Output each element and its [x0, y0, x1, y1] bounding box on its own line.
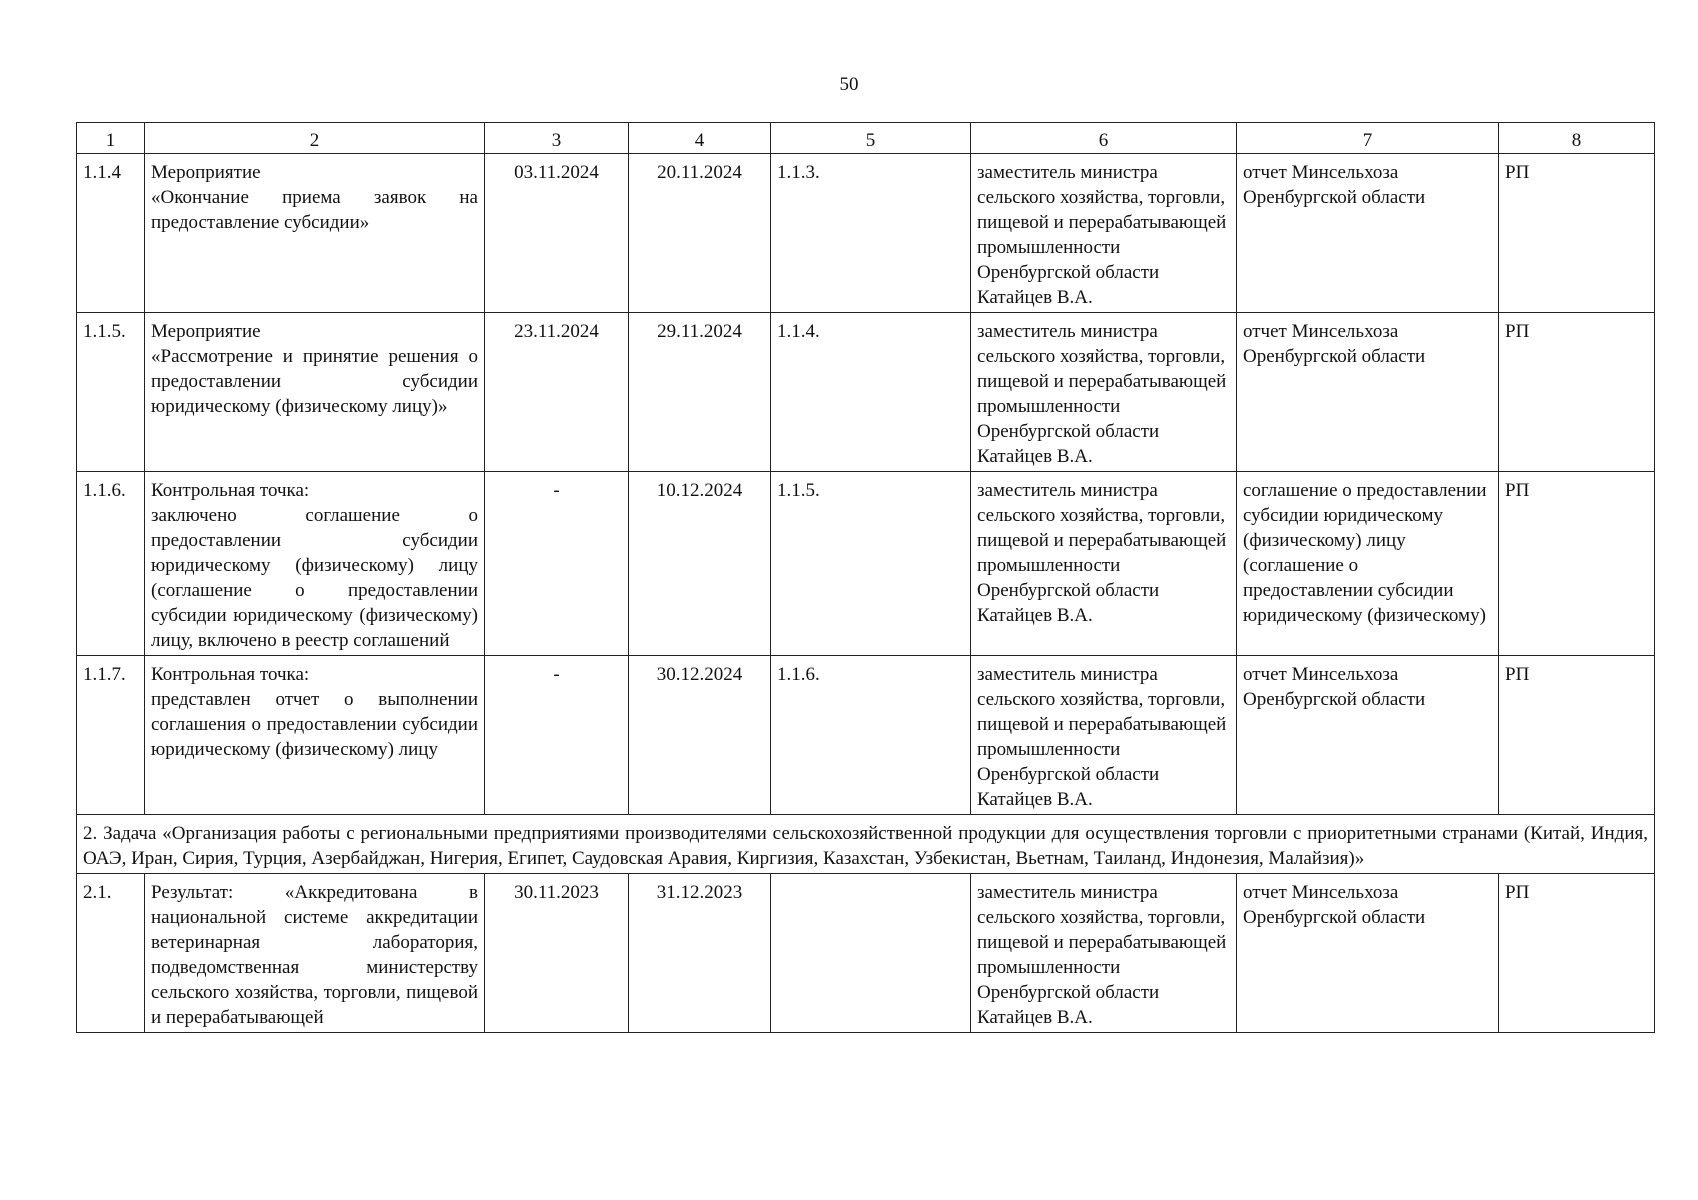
start-date: -	[485, 656, 629, 815]
predecessor: 1.1.4.	[771, 313, 971, 472]
end-date: 31.12.2023	[629, 874, 771, 1033]
end-date: 20.11.2024	[629, 154, 771, 313]
document: отчет Минсельхоза Оренбургской области	[1237, 874, 1499, 1033]
header-cell: 1	[77, 123, 145, 154]
document: соглашение о предоставлении субсидии юридическому (физическому) лицу (соглашение о предоставлении субсидии юридическому (физическому)	[1237, 472, 1499, 656]
responsible: заместитель министра сельского хозяйства, торговли, пищевой и перерабатывающей промышленности Оренбургской области Катайцев В.А.	[971, 154, 1237, 313]
header-cell: 7	[1237, 123, 1499, 154]
row-title-text: заключено соглашение о предоставлении субсидии юридическому (физическому) лицу (соглашение о предоставлении субсидии юридическому (физическому) лицу, включено в реестр соглашений	[151, 505, 478, 651]
level: РП	[1499, 656, 1655, 815]
row-title-text: Результат: «Аккредитована в национальной системе аккредитации ветеринарная лаборатория, подведомственная министерству сельского хозяйства, торговли, пищевой и перерабатывающей	[151, 882, 478, 1028]
start-date: 23.11.2024	[485, 313, 629, 472]
table-row	[77, 656, 1655, 815]
responsible: заместитель министра сельского хозяйства, торговли, пищевой и перерабатывающей промышленности Оренбургской области Катайцев В.А.	[971, 874, 1237, 1033]
header-cell: 8	[1499, 123, 1655, 154]
row-title	[145, 874, 485, 1033]
row-number: 1.1.4	[77, 154, 145, 313]
document: отчет Минсельхоза Оренбургской области	[1237, 656, 1499, 815]
responsible: заместитель министра сельского хозяйства, торговли, пищевой и перерабатывающей промышленности Оренбургской области Катайцев В.А.	[971, 656, 1237, 815]
end-date: 10.12.2024	[629, 472, 771, 656]
page-number: 50	[839, 74, 859, 95]
row-number: 1.1.5.	[77, 313, 145, 472]
table-row	[77, 154, 1655, 313]
row-title-type: Мероприятие	[151, 162, 261, 183]
table-row	[77, 472, 1655, 656]
row-title-text: «Рассмотрение и принятие решения о предоставлении субсидии юридическому (физическому лицу)»	[151, 346, 478, 417]
table-row	[77, 313, 1655, 472]
row-number: 2.1.	[77, 874, 145, 1033]
predecessor: 1.1.3.	[771, 154, 971, 313]
plan-table	[76, 122, 1655, 1033]
header-cell: 5	[771, 123, 971, 154]
row-number: 1.1.6.	[77, 472, 145, 656]
header-cell: 2	[145, 123, 485, 154]
row-title-text: представлен отчет о выполнении соглашения о предоставлении субсидии юридическому (физическому) лицу	[151, 689, 478, 760]
end-date: 29.11.2024	[629, 313, 771, 472]
row-title-text: «Окончание приема заявок на предоставление субсидии»	[151, 187, 478, 233]
start-date: -	[485, 472, 629, 656]
row-title	[145, 313, 485, 472]
row-title	[145, 154, 485, 313]
document: отчет Минсельхоза Оренбургской области	[1237, 313, 1499, 472]
end-date: 30.12.2024	[629, 656, 771, 815]
header-cell: 3	[485, 123, 629, 154]
predecessor: 1.1.6.	[771, 656, 971, 815]
row-title-type: Мероприятие	[151, 321, 261, 342]
header-row	[77, 123, 1655, 154]
level: РП	[1499, 154, 1655, 313]
task-heading: 2. Задача «Организация работы с региональными предприятиями производителями сельскохозяйственной продукции для осуществления торговли с приоритетными странами (Китай, Индия, ОАЭ, Иран, Сирия, Турция, Азербайджан, Нигерия, Египет, Саудовская Аравия, Киргизия, Казахстан, Узбекистан, Вьетнам, Таиланд, Индонезия, Малайзия)»	[77, 815, 1655, 874]
responsible: заместитель министра сельского хозяйства, торговли, пищевой и перерабатывающей промышленности Оренбургской области Катайцев В.А.	[971, 472, 1237, 656]
row-title	[145, 472, 485, 656]
responsible: заместитель министра сельского хозяйства, торговли, пищевой и перерабатывающей промышленности Оренбургской области Катайцев В.А.	[971, 313, 1237, 472]
task-row	[77, 815, 1655, 874]
row-number: 1.1.7.	[77, 656, 145, 815]
row-title-type: Контрольная точка:	[151, 664, 310, 685]
document: отчет Минсельхоза Оренбургской области	[1237, 154, 1499, 313]
header-cell: 6	[971, 123, 1237, 154]
level: РП	[1499, 313, 1655, 472]
start-date: 03.11.2024	[485, 154, 629, 313]
header-cell: 4	[629, 123, 771, 154]
level: РП	[1499, 472, 1655, 656]
level: РП	[1499, 874, 1655, 1033]
predecessor: 1.1.5.	[771, 472, 971, 656]
row-title	[145, 656, 485, 815]
table-row	[77, 874, 1655, 1033]
row-title-type: Контрольная точка:	[151, 480, 310, 501]
predecessor	[771, 874, 971, 1033]
start-date: 30.11.2023	[485, 874, 629, 1033]
